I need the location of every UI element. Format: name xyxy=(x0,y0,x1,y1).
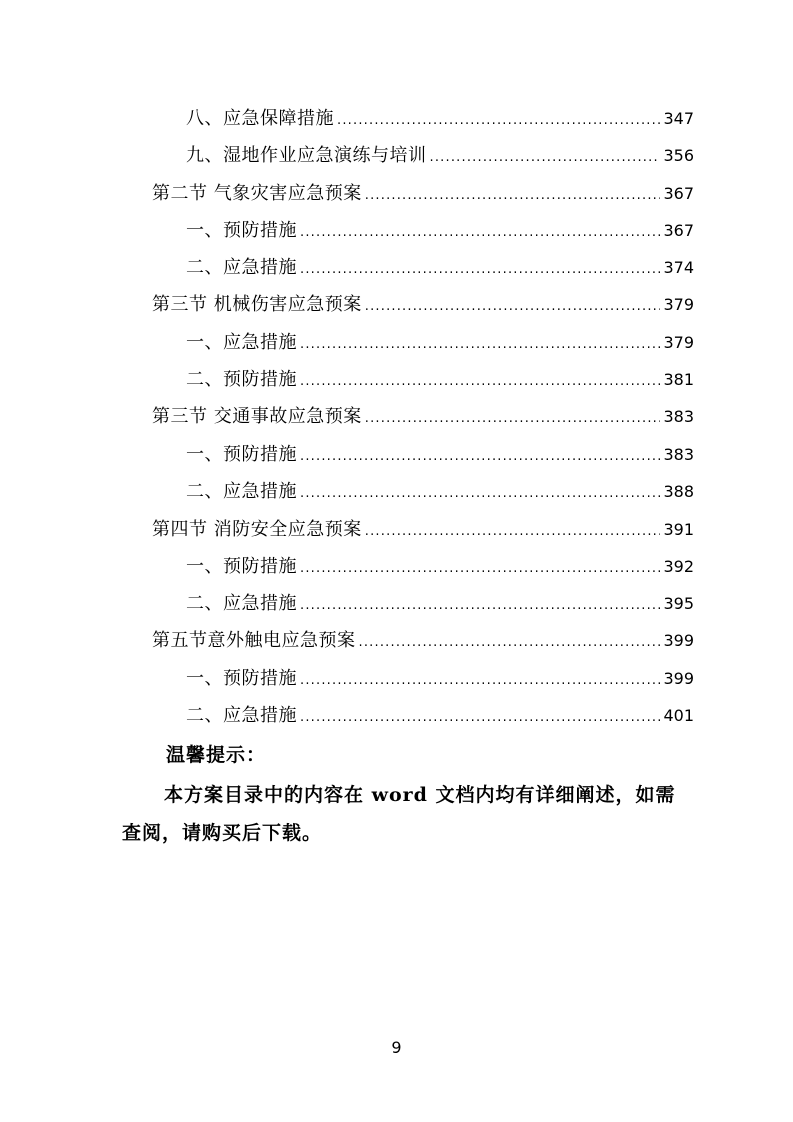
toc-dot-leader xyxy=(359,633,661,653)
toc-dot-leader xyxy=(365,186,661,206)
toc-entry[interactable] xyxy=(186,362,694,392)
toc-entry[interactable] xyxy=(186,250,694,280)
toc-entry-title: 九、湿地作业应急演练与培训 xyxy=(186,145,427,166)
toc-entry[interactable] xyxy=(152,287,694,317)
toc-entry[interactable] xyxy=(186,586,694,616)
toc-entry-title: 一、预防措施 xyxy=(186,220,297,241)
toc-entry-page: 391 xyxy=(663,520,694,539)
toc-entry-title: 一、预防措施 xyxy=(186,556,297,577)
toc-entry-page: 388 xyxy=(663,482,694,501)
toc-entry-title: 二、应急措施 xyxy=(186,257,297,278)
toc-entry-title: 第三节 机械伤害应急预案 xyxy=(152,294,362,315)
toc-entry[interactable] xyxy=(152,399,694,429)
toc-dot-leader xyxy=(300,260,660,280)
toc-entry-page: 383 xyxy=(663,445,694,464)
toc-dot-leader xyxy=(430,148,661,168)
toc-entry[interactable] xyxy=(186,661,694,691)
toc-entry-page: 395 xyxy=(663,594,694,613)
toc-entry-page: 356 xyxy=(663,146,694,165)
toc-entry-title: 第五节意外触电应急预案 xyxy=(152,630,356,651)
toc-dot-leader xyxy=(300,708,660,728)
toc-entry-title: 一、预防措施 xyxy=(186,444,297,465)
toc-entry-page: 399 xyxy=(663,669,694,688)
toc-entry[interactable] xyxy=(186,474,694,504)
toc-entry[interactable] xyxy=(186,698,694,728)
toc-dot-leader xyxy=(365,409,661,429)
toc-entry-title: 第四节 消防安全应急预案 xyxy=(152,519,362,540)
toc-dot-leader xyxy=(300,335,660,355)
toc-dot-leader xyxy=(300,559,660,579)
page-number: 9 xyxy=(391,1038,402,1057)
toc-entry-page: 392 xyxy=(663,557,694,576)
toc-dot-leader xyxy=(365,522,661,542)
toc-entry-title: 一、应急措施 xyxy=(186,332,297,353)
toc-entry-title: 八、应急保障措施 xyxy=(186,108,334,129)
toc-entry-title: 第三节 交通事故应急预案 xyxy=(152,406,362,427)
toc-entry-page: 381 xyxy=(663,370,694,389)
toc-entry-page: 383 xyxy=(663,407,694,426)
toc-entry[interactable] xyxy=(186,138,694,168)
toc-entry[interactable] xyxy=(186,549,694,579)
toc-dot-leader xyxy=(300,596,660,616)
toc-dot-leader xyxy=(337,111,660,131)
toc-entry-title: 一、预防措施 xyxy=(186,668,297,689)
toc-dot-leader xyxy=(365,297,661,317)
toc-entry[interactable] xyxy=(186,213,694,243)
toc-entry-page: 399 xyxy=(663,631,694,650)
toc-entry-page: 367 xyxy=(663,184,694,203)
toc-dot-leader xyxy=(300,671,660,691)
tip-paragraph: 本方案目录中的内容在 word 文档内均有详细阐述，如需查阅，请购买后下载。 xyxy=(122,784,676,844)
toc-entry-title: 二、预防措施 xyxy=(186,369,297,390)
tip-heading: 温馨提示： xyxy=(166,744,267,766)
toc-entry[interactable] xyxy=(152,623,694,653)
toc-dot-leader xyxy=(300,447,660,467)
toc-entry[interactable] xyxy=(186,437,694,467)
toc-entry[interactable] xyxy=(186,325,694,355)
toc-entry-title: 二、应急措施 xyxy=(186,705,297,726)
toc-dot-leader xyxy=(300,484,660,504)
toc-dot-leader xyxy=(300,223,660,243)
toc-entry-page: 401 xyxy=(663,706,694,725)
toc-entry-title: 第二节 气象灾害应急预案 xyxy=(152,183,362,204)
toc-entry-page: 347 xyxy=(663,109,694,128)
toc-entry-page: 374 xyxy=(663,258,694,277)
toc-entry[interactable] xyxy=(186,101,694,131)
toc-entry-page: 367 xyxy=(663,221,694,240)
toc-entry-title: 二、应急措施 xyxy=(186,593,297,614)
toc-entry-page: 379 xyxy=(663,333,694,352)
toc-dot-leader xyxy=(300,372,660,392)
toc-entry-page: 379 xyxy=(663,295,694,314)
toc-entry-title: 二、应急措施 xyxy=(186,481,297,502)
toc-entry[interactable] xyxy=(152,512,694,542)
toc-entry[interactable] xyxy=(152,176,694,206)
